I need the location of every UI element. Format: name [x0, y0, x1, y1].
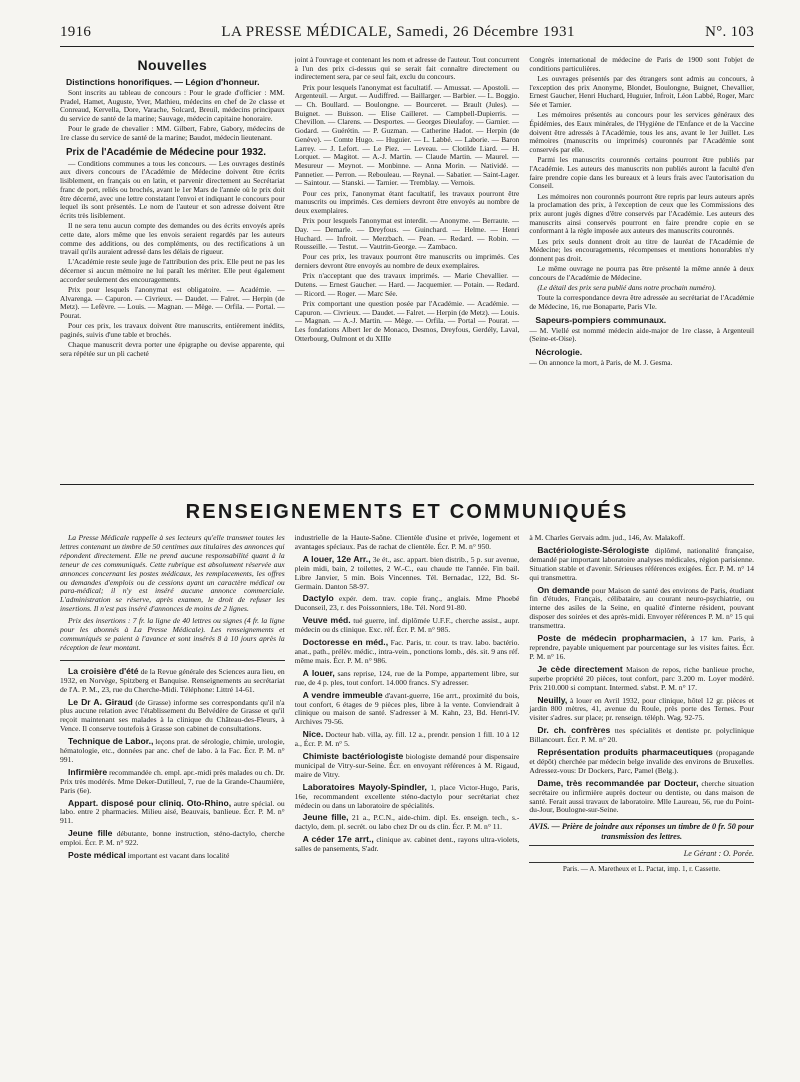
classified-ad	[295, 835, 520, 854]
classified-ad	[295, 638, 520, 666]
classified-ad	[295, 616, 520, 635]
classified-ad-lead: Doctoresse en méd.,	[302, 637, 389, 648]
classified-ad-lead: Technique de Labor.,	[68, 736, 154, 747]
classified-ad-text: 3e ét., asc. appart. bien distrib., 5 p. sur avenue, plein midi, bain, 2 toilettes, 2 W.-C., eau chaude tte l'année. Fin bail. Libre Janvier, 5 min. Bois Vincennes. Tél. Bernadac, 122, Bd. St-Germain. Danton 58-97.	[294, 554, 520, 591]
classified-ad	[295, 534, 520, 552]
nouvelles-column-2	[295, 56, 520, 481]
classified-ad	[295, 555, 520, 592]
article-paragraph: Parmi les manuscrits couronnés certains pourront être publiés par l'Académie. Les auteurs des manuscrits non publiés auront la faculté d'en faire prendre copie dans les bureaux et à leurs frais avec l'autorisation du Conseil.	[529, 155, 755, 191]
classified-ad-lead: Représentation produits pharmaceutiques	[537, 747, 713, 758]
article-paragraph: joint à l'ouvrage et contenant les nom et adresse de l'auteur. Tout concurrent à l'un des prix ci-dessus qui se serait fait connaître directement ou indirectement sera, par ce seul fait, exclu du concours.	[294, 56, 520, 82]
article-paragraph: Les mémoires présentés au concours pour les services généraux des Épidémies, des Eaux minérales, de l'Hygiène de l'Enfance et de la Vaccine doivent être adressés à l'Académie, tous les ans, avant le 1er Juillet. Les mémoires (manuscrits ou imprimés) couronnés par l'Académie sont conservés par elle.	[529, 110, 755, 155]
classified-ad	[60, 799, 285, 827]
classified-ad-text: à M. Charles Gervais adm. jud., 146, Av. Malakoff.	[529, 534, 685, 542]
article-paragraph: Pour ces prix, les travaux pourront être manuscrits ou imprimés. Ces derniers devront être envoyés au nombre de deux exemplaires.	[294, 252, 520, 271]
article-paragraph: Pour ces prix, les travaux doivent être manuscrits, entièrement inédits, paginés, suivis d'une table et brochés.	[60, 321, 285, 340]
classified-ad	[529, 546, 754, 583]
classified-ad-text: Maison de repos, riche banlieue proche, superbe propriété 20 pièces, tout confort, parc 3.200 m. Loyer modéré. Prix 210.000 si comptant. Intermed. s'abst. P. M. n° 17.	[529, 664, 755, 692]
running-header	[60, 24, 754, 46]
article-paragraph: Sont inscrits au tableau de concours : Pour le grade d'officier : MM. Pradel, Hamet, Auguste, Yver, Mathieu, médecins en chef de 2e classe et Conreaud, Kervella, Dore, Varache, Solcard, Breuil, médecins principaux du service de santé de la marine; Sauvage, médecin capitaine honoraire.	[60, 88, 285, 124]
issue-number: N°. 103	[705, 24, 754, 40]
classified-ad-text: Fac. Paris, tr. cour. ts trav. labo. bactério. anat., path., prélèv. médic., intra-vein., ponctions lomb., dés. sit. 9 ans réf. même mais. Écr. P. M. n° 986.	[294, 638, 520, 665]
renseignements-section	[60, 534, 754, 1062]
ads-column-3	[529, 534, 754, 1062]
classified-ad	[60, 698, 285, 735]
article-paragraph: Prix comportant une question posée par l'Académie. — Académie. — Capuron. — Civrieux. — Daudet. — Falret. — Herpin (de Metz). — Louis. — Magnan. — A.-J. Martin. — Mège. — Orfila. — Portal — Pourat. — Les fondations Albert Ier de Monaco, Desmos, Dreyfous, Gerdély, Laval, Otterbourg, Oulmont et du XIIIe	[294, 298, 520, 343]
section-rule	[60, 484, 754, 485]
classified-ad-lead: Poste médical	[68, 850, 126, 861]
article-paragraph: Toute la correspondance devra être adressée au secrétariat de l'Académie de Médecine, 16, rue Bonaparte, Paris VIe.	[529, 293, 755, 311]
classified-ad-lead: Dactylo	[302, 593, 334, 604]
classified-ad	[60, 829, 285, 848]
classified-ad-text: tué guerre, inf. diplômée U.F.F., cherche assist., aupr. médecin ou ds clinique. Exc. réf. Écr. P. M. n° 985.	[294, 616, 520, 635]
classified-ad-lead: Appart. disposé pour cliniq. Oto-Rhino,	[68, 797, 232, 808]
classified-ad-text: diplômé, nationalité française, demandé par important laboratoire analyses médicales, région parisienne. Situation stable et d'avenir. Sérieuses références exigées. Écr. P. M. n° 14 qui transmettra.	[529, 545, 755, 582]
classified-ad-text: Docteur hab. villa, ay. fill. 12 a., prendr. pension 1 fill. 10 à 12 a., Écr. P. M. n° 5.	[294, 730, 520, 749]
classified-ad-lead: Jeune fille,	[302, 812, 349, 823]
classified-ad-text: (de Grasse) informe ses correspondants qu'il n'a plus aucune relation avec l'établissement du Belvédère de Grasse et qu'il reçoit maintenant ses malades à la clinique du Château-des-Fleurs, à Vence. Il conserve toutefois à Grasse son cabinet de consultations.	[60, 697, 285, 734]
classified-ad	[295, 691, 520, 728]
classified-ad	[529, 696, 754, 724]
article-paragraph: Prix pour lesquels l'anonymat est facultatif. — Amussat. — Apostoli. — Argenteuil. — Argut. — Audiffred. — Baillarger. — Barbier. — L. Boggio. — Ch. Boullard. — Boulongne. — Bourceret. — Brault (Jules). — Buignet. — Buisson. — Elise Cailleret. — Campbell-Dupierris. — Chevillon. — Clarens. — Desportes. — Georges Dieulafoy. — Garnier. — Godard. — Guérétin. — P. Guzman. — Catherine Hadot. — Herpin (de Genève). — Comte Hugo. — Huguier. — L. Labbé. — Laborie. — Baron Larrey. — J. Lefort. — Le Piez. — Leveau. — Clotilde Liard. — H. Lorquet. — Magitot. — A.-J. Martin. — Claude Martin. — Maurel. — Mesureur — Meynot. — Monbinne. — Anna Morin. — Natividé. — Pannetier. — Perron. — Rebouleau. — Reynal. — Sabatier. — Saint-Lager. — Saintour. — Stanski. — Tarnier. — Tremblay. — Vernois.	[294, 82, 520, 188]
classified-ad-lead: A louer,	[302, 667, 335, 678]
subsection-heading: Nécrologie.	[535, 347, 583, 358]
classified-ad	[295, 783, 520, 811]
classified-ad-lead: Nice.	[302, 729, 324, 740]
article-paragraph: — M. Viellé est nommé médecin aide-major de 1re classe, à Argenteuil (Seine-et-Oise).	[529, 325, 755, 344]
classified-ad	[60, 851, 285, 861]
subsection-heading: Distinctions honorifiques. — Légion d'honneur.	[66, 77, 260, 87]
classified-ad	[295, 669, 520, 688]
classified-ad-text: ttes spécialités et dentiste pr. polyclinique Billancourt. Écr. P. M. n° 20.	[529, 726, 755, 745]
classified-ad	[529, 634, 754, 662]
classified-ad-lead: Chimiste bactériologiste	[302, 751, 404, 762]
nouvelles-heading: Nouvelles	[137, 57, 208, 73]
article-paragraph: Congrès international de médecine de Paris de 1900 sont l'objet de conditions particulières.	[529, 56, 755, 73]
ads-intro-notice	[60, 534, 285, 661]
article-paragraph: L'Académie reste seule juge de l'attribution des prix. Elle peut ne pas les décerner si aucun mémoire ne lui paraît les mériter. Elle peut également accorder seulement des encouragements.	[60, 257, 285, 284]
classified-ad-text: cherche situation secrétaire ou infirmière auprès docteur ou dentiste, ou dans maison de santé. Ferait aussi travaux de laboratoire. Mlle Laureau, 56, rue du Point-du-Jour, Boulogne-sur-Seine.	[529, 778, 755, 815]
classified-ad	[295, 752, 520, 780]
article-paragraph: — On annonce la mort, à Paris, de M. J. Gesma.	[529, 358, 673, 368]
article-paragraph: Il ne sera tenu aucun compte des demandes ou des écrits envoyés après cette date, alors même que les envois seraient regardés par les auteurs comme des additions, ou des compléments, ou des rectifications à un travail qu'ils auraient adressé dans les délais de rigueur.	[60, 221, 285, 257]
classified-ad	[529, 748, 754, 776]
article-paragraph: Chaque manuscrit devra porter une épigraphe ou devise apparente, qui sera répétée sur un pli cacheté	[60, 340, 285, 358]
article-paragraph: Prix pour lesquels l'anonymat est interdit. — Anonyme. — Berraute. — Day. — Demarle. — Dreyfous. — Guinchard. — Helme. — Henri Huchard. — Infroit. — Merzbach. — Pean. — Redard. — Robin. — Rousseille. — Testut. — Vautrin-George. — Zambaco.	[294, 216, 520, 252]
article-note: (Le détail des prix sera publié dans notre prochain numéro).	[537, 283, 716, 293]
classified-ad-lead: A louer, 12e Arr.,	[302, 553, 371, 564]
classified-ad-text: de la Revue générale des Sciences aura lieu, en 1932, en Norvège, Spitzberg et Banquise. Renseignements au secrétariat de l'A. P. M., 23, rue du Cherche-Midi. Téléphone: Littré 14-61.	[60, 666, 285, 694]
ads-column-1	[60, 534, 285, 1062]
classified-ad-text: à 17 km. Paris, à reprendre, payable uniquement par pourcentage sur les visites faites. Écr. P. M. n° 16.	[529, 634, 755, 661]
classified-ad-lead: On demande	[537, 584, 590, 595]
classified-ad-text: débutante, bonne instruction, sténo-dactylo, cherche emploi. Écr. P. M. n° 922.	[60, 829, 285, 848]
article-paragraph: Les prix seuls donnent droit au titre de lauréat de l'Académie de Médecine; les encouragements, récompenses et mentions honorables n'y donnent pas droit.	[529, 236, 755, 263]
classified-ad-text: (propagande et dépôt) cherchée par médecin belge invalide des environs de Bruxelles. Adressez-vous: Dr Dockers, Parc, Pamel (Belg.).	[529, 748, 755, 775]
article-paragraph: Les ouvrages présentés par des étrangers sont admis au concours, à l'exception des prix Anonyme, Blondet, Boulongne, Buignet, Chevallier, Ernest Gaucher, Henri Huchard, Huguier, Infroit, Léon Labbé, Roger, Marc Sée et Tarnier.	[529, 73, 755, 110]
classified-ad-lead: Neuilly,	[537, 694, 568, 705]
classified-ad-text: biologiste demandé pour dispensaire municipal de Vitry-sur-Seine. Écr. en envoyant références à M. Rigaud, maire de Vitry.	[294, 752, 520, 779]
intro-paragraph: Prix des insertions : 7 fr. la ligne de 40 lettres ou signes (4 fr. la ligne pour les abonnés à La Presse Médicale). Les renseignements et communiqués se paient à l'avance et sont insérés 8 à 10 jours après la réception de leur montant.	[60, 616, 285, 652]
gerant-signature: Le Gérant : O. Porée.	[683, 849, 755, 859]
renseignements-banner: RENSEIGNEMENTS ET COMMUNIQUÉS	[185, 501, 629, 523]
article-paragraph: — Conditions communes a tous les concours. — Les ouvrages destinés aux divers concours de l'Académie de Médecine doivent être écrits lisiblement, en français ou en latin, et parvenir directement au Secrétariat franc de port, reliés ou brochés, avant le 1er Mars de l'année où le prix doit être décerné, avec une lettre constatant l'envoi et indiquant le concours pour lequel ils sont présentés. Le nom de l'auteur et son adresse doivent être écrits très lisiblement.	[60, 158, 285, 220]
classified-ad-lead: La croisière d'été	[68, 665, 139, 676]
article-paragraph: Prix pour lesquels l'anonymat est obligatoire. — Académie. — Alvarenga. — Capuron. — Civrieux. — Daudet. — Falret. — Herpin (de Metz). — Lefèvre. — Louis. — Magnan. — Mège. — Orfila. — Portal. — Pourat.	[60, 285, 285, 321]
nouvelles-section	[60, 56, 754, 481]
classified-ad-lead: A céder 17e arrt.,	[302, 834, 374, 845]
nouvelles-column-3	[529, 56, 754, 481]
classified-ad-lead: Jeune fille	[68, 828, 113, 839]
classified-ad-text: à louer en Avril 1932, pour clinique, hôtel 12 gr. pièces et jardin 800 mètres, 41, avenue du Roule, près porte des Ternes. Pour visiter s'adres. sur place; pr. renseign. téléph. Wag. 92-75.	[529, 695, 755, 723]
intro-paragraph: La Presse Médicale rappelle à ses lecteurs qu'elle transmet toutes les lettres contenant un timbre de 50 centimes aux titulaires des annonces qui répondent directement. Elle ne prend aucune responsabilité quant à la teneur de ces communiqués. Cette rubrique est absolument réservée aux annonces concernant les postes médicaux, les remplacements, les offres ou demandes d'emplois ou de cessions ayant un caractère médical ou para-médical; il n'y est inséré aucune annonce commerciale. L'administration se réserve, après examen, le droit de refuser les insertions. Il n'est pas inséré d'annonces de moins de 2 lignes.	[60, 534, 285, 614]
classified-ad-lead: Je cède directement	[537, 663, 623, 674]
article-paragraph: Pour ces prix, l'anonymat étant facultatif, les travaux pourront être manuscrits ou imprimés. Ces derniers devront être envoyés au nombre de deux exemplaires.	[294, 188, 520, 215]
classified-ad-lead: Veuve méd.	[302, 615, 351, 626]
classified-ad-lead: A vendre immeuble	[302, 689, 383, 700]
classified-ad-text: recommandée ch. empl. apr.-midi près malades ou ch. Dr. Prix très modérés. Mme Deker-Dutilleul, 7, rue de la Grande-Chaumière, Paris (6e).	[60, 767, 285, 795]
classified-ad-text: autre spécial. ou labo. entre 2 pharmacies. Milieu aisé, Beauvais, banlieue. Écr. P. M. n° 911.	[60, 798, 285, 826]
classified-ad-lead: Le Dr A. Giraud	[68, 696, 133, 707]
article-paragraph: Pour le grade de chevalier : MM. Gilbert, Fabre, Gabory, médecins de 1re classe du service de santé de la marine; Baudot, médecin lieutenant.	[60, 124, 285, 143]
classified-ad-text: industrielle de la Haute-Saône. Clientèle d'usine et privée, logement et avantages spéciaux. Pas de rachat de clientèle. Écr. P. M. n° 950.	[294, 534, 520, 551]
avis-notice: AVIS. — Prière de joindre aux réponses un timbre de 0 fr. 50 pour transmission des lettres.	[529, 819, 754, 846]
classified-ad	[529, 726, 754, 745]
article-paragraph: Prix n'acceptant que des travaux imprimés. — Marie Chevallier. — Dutens. — Ernest Gaucher. — Hard. — Jacquemier. — Potain. — Redard. — Ricord. — Roger. — Marc Sée.	[294, 271, 520, 298]
article-paragraph: Le même ouvrage ne pourra pas être présenté la même année à deux concours de l'Académie de Médecine.	[529, 264, 755, 282]
classified-ad	[295, 594, 520, 613]
classified-ad	[295, 813, 520, 832]
classified-ad	[529, 779, 754, 816]
classified-ad-text: sans reprise, 124, rue de la Pompe, appartement libre, sur rue, de 4 p. ples, tout confort. 14.000 francs. S'y adresser.	[294, 668, 520, 687]
classified-ad-text: pour Maison de santé des environs de Paris, étudiant fin d'études, Français, célibataire, au courant neuro-psychiatrie, ou interne des asiles de la Seine, en qualité d'interne résident, pouvant disposer des soirées et des après-midi. Envoyer références P. M. n° 15 qui transmettra.	[529, 585, 755, 631]
classified-ad-text: important est vacant dans localité	[127, 851, 230, 861]
page-number: 1916	[60, 24, 92, 40]
classified-ad	[529, 586, 754, 632]
classified-ad-text: clinique av. cabinet dent., rayons ultra-violets, salles de pansements, S'adr.	[294, 835, 520, 854]
subsection-heading: Prix de l'Académie de Médecine pour 1932.	[66, 146, 266, 158]
classified-ad-lead: Bactériologiste-Sérologiste	[537, 544, 650, 555]
classified-ad-lead: Dr. ch. confrères	[537, 725, 611, 736]
classified-ad-lead: Laboratoires Mayoly-Spindler,	[302, 781, 427, 792]
article-paragraph: Les mémoires non couronnés pourront être repris par leurs auteurs après la proclamation des prix, à l'exception de ceux que les Commissions des prix auront jugés dignes d'être conservés par l'Académie. Les auteurs des manuscrits ainsi conservés pourront en faire prendre copie en se conformant à la règle imposée aux auteurs des manuscrits couronnés.	[529, 191, 755, 236]
classified-ad	[60, 667, 285, 695]
header-rule	[60, 46, 754, 47]
classified-ad	[60, 768, 285, 796]
classified-ad	[295, 730, 520, 749]
printer-imprint: Paris. — A. Maretheux et L. Pactat, imp. 1, r. Cassette.	[529, 862, 754, 874]
classified-ad-lead: Infirmière	[68, 766, 108, 777]
ads-column-2	[295, 534, 520, 1062]
subsection-heading: Sapeurs-pompiers communaux.	[535, 314, 667, 325]
nouvelles-column-1	[60, 56, 285, 481]
classified-ad-text: d'avant-guerre, 16e arrt., proximité du bois, tout confort, 6 étages de 9 pièces ples, libre à la vente. Conviendrait à clinique ou maison de santé. S'adresser à M. Kahn, 23, Bd. Henri-IV. Archives 79-56.	[294, 690, 520, 727]
classified-ad	[529, 665, 754, 693]
classified-ad-lead: Dame, très recommandée par Docteur,	[537, 777, 699, 788]
publication-title: LA PRESSE MÉDICALE, Samedi, 26 Décembre 1931	[221, 24, 575, 40]
classified-ad-text: leçons prat. de sérologie, chimie, urologie, hématologie, etc., données par anc. chef de labo. à la Fac. Écr. P. M. n° 991.	[60, 737, 285, 764]
classified-ad-lead: Poste de médecin propharmacien,	[537, 633, 687, 644]
classified-ad-text: expér. dem. trav. copie franç., anglais. Mme Phoebé Duconseil, 23, r. des Poissonniers, 18e. Tél. Nord 91-80.	[294, 594, 520, 613]
classified-ad	[60, 737, 285, 765]
classified-ad-text: 1, place Victor-Hugo, Paris, 16e, recommandent excellente sténo-dactylo pour secrétariat chez médecin ou dans un laboratoire de spécialités.	[294, 782, 520, 810]
classified-ad-text: 21 a., P.C.N., aide-chim. dipl. Es. enseign. tech., s.-dactylo, dem. pl. secrét. ou labo chez Dr ou ds clin. Écr. P. M. n° 11.	[294, 813, 520, 832]
classified-ad	[529, 534, 754, 543]
